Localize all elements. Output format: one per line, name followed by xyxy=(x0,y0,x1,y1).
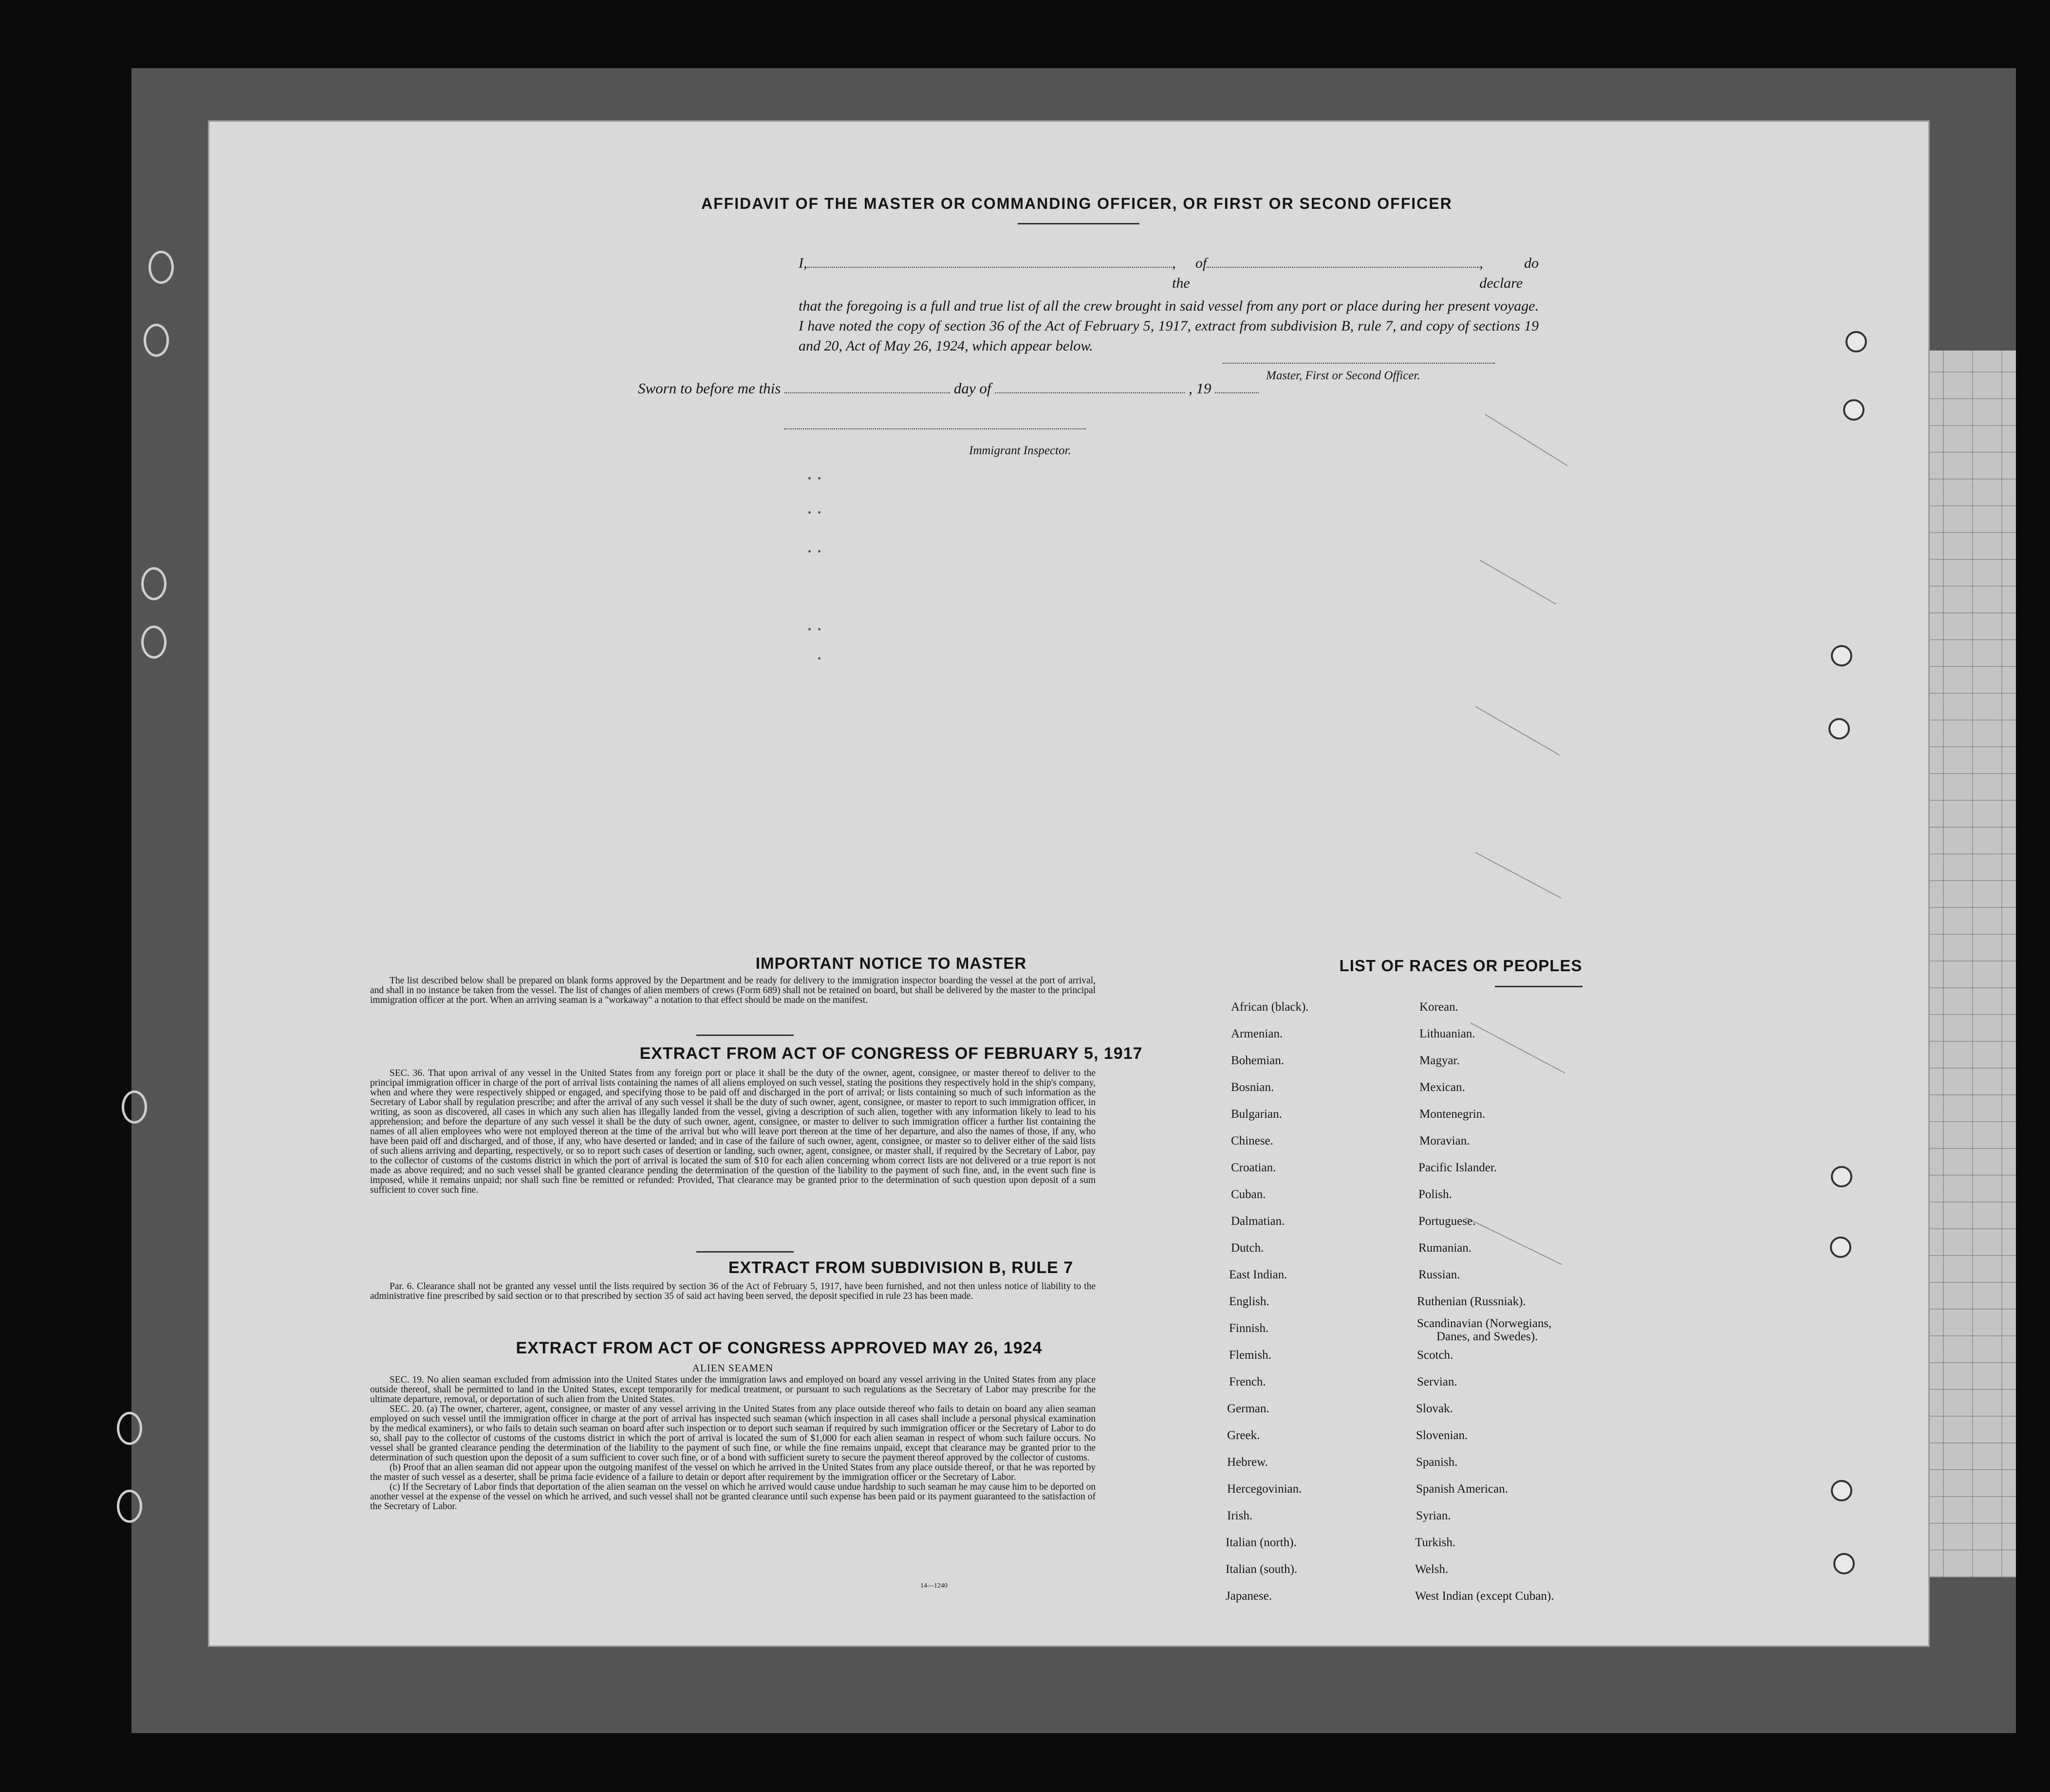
binder-hole xyxy=(149,251,174,284)
race-item: Spanish American. xyxy=(1416,1482,1508,1496)
race-item: Irish. xyxy=(1227,1509,1253,1522)
race-item: Magyar. xyxy=(1419,1054,1460,1067)
declaration-text: that the foregoing is a full and true list of all the crew brought in said vessel from any port or place during her present voyage. I have noted the copy of section 36 of the Act of February 5, 1917, extract from subdivision B, rule 7, and copy of sections 19 and 20, Act of May 26, 1924, which appear below. xyxy=(799,298,1539,354)
race-item: Bosnian. xyxy=(1231,1081,1274,1094)
sworn-label: Sworn to before me this xyxy=(638,380,781,397)
stray-dot xyxy=(818,550,820,553)
race-item: Servian. xyxy=(1417,1375,1457,1388)
race-item: Scotch. xyxy=(1417,1349,1454,1362)
section-36-text xyxy=(370,1069,1096,1195)
race-item: Montenegrin. xyxy=(1419,1108,1486,1121)
race-item: Welsh. xyxy=(1415,1563,1449,1576)
stray-dot xyxy=(818,477,820,480)
race-item: Turkish. xyxy=(1415,1536,1456,1549)
binder-hole xyxy=(117,1490,142,1523)
name-field[interactable] xyxy=(807,267,1173,268)
title-underline xyxy=(1018,223,1139,224)
i-label: I, xyxy=(799,255,807,271)
races-title: LIST OF RACES OR PEOPLES xyxy=(1339,957,1583,975)
race-item: Japanese. xyxy=(1226,1589,1272,1603)
sworn-day-field[interactable] xyxy=(784,392,950,393)
race-item: Finnish. xyxy=(1229,1322,1269,1335)
race-item: Slovenian. xyxy=(1416,1429,1468,1442)
bleed-through-mark xyxy=(1475,852,1562,899)
race-item: Cuban. xyxy=(1231,1188,1266,1201)
race-item: Dutch. xyxy=(1231,1241,1264,1255)
form-number: 14—1240 xyxy=(920,1582,948,1589)
bleed-through-mark xyxy=(1465,1217,1562,1265)
section-36-divider xyxy=(696,1251,794,1253)
stray-dot xyxy=(818,657,820,660)
master-signature-line[interactable] xyxy=(1222,363,1495,364)
extract-1917-title: EXTRACT FROM ACT OF CONGRESS OF FEBRUARY 5, 1917 xyxy=(639,1044,1143,1063)
do-declare-label: , do declare xyxy=(1479,255,1539,291)
race-item: Mexican. xyxy=(1419,1081,1465,1094)
race-item: Bulgarian. xyxy=(1231,1108,1282,1121)
race-item: Italian (south). xyxy=(1226,1563,1298,1576)
sworn-line xyxy=(638,380,1259,397)
bleed-through-mark xyxy=(1480,560,1556,605)
race-item: Korean. xyxy=(1419,1000,1458,1014)
extract-1924-title: EXTRACT FROM ACT OF CONGRESS APPROVED MAY 26, 1924 xyxy=(516,1339,1043,1357)
punch-hole xyxy=(1845,331,1867,352)
section-19-paragraph: SEC. 19. No alien seaman excluded from admission into the United States under the immigration laws and employed on board any vessel arriving in the United States from any place outside thereof, shall be permitted to land in the United States, except temporarily for medical treatment, or pursuant to such regulations as the Secretary of Labor may prescribe for the ultimate departure, removal, or deportation of such alien from the United States. xyxy=(370,1375,1096,1404)
race-item: Ruthenian (Russniak). xyxy=(1417,1295,1526,1308)
stray-dot xyxy=(808,477,811,480)
section-20a-paragraph: SEC. 20. (a) The owner, charterer, agent, consignee, or master of any vessel arriving in the United States from any place outside thereof who fails to detain on board any alien seaman employed on such vessel until the immigration officer in charge at the port of arrival has inspected such seaman (which inspection in all cases shall include a personal physical examination by the medical examiners), or who fails to detain such seaman on board after such inspection or to deport such seaman if required by such immigration officer or the Secretary of Labor to do so, shall pay to the collector of customs of the customs district in which the port of arrival is located the sum of $1,000 for each alien seaman in respect of whom such failure occurs. No vessel shall be granted clearance pending the determination of the liability to the payment of such fine, or while the fine remains unpaid, except that clearance may be granted prior to the determination of such question upon the deposit of a sum sufficient to cover such fine, or of a bond with sufficient surety to secure the payment thereof approved by the collector of customs. xyxy=(370,1404,1096,1463)
punch-hole xyxy=(1831,1166,1852,1187)
race-item: French. xyxy=(1229,1375,1266,1388)
race-item: Slovak. xyxy=(1416,1402,1453,1415)
race-item: Spanish. xyxy=(1416,1456,1458,1469)
race-item: Russian. xyxy=(1418,1268,1460,1281)
race-item: Lithuanian. xyxy=(1419,1027,1475,1040)
notice-title: IMPORTANT NOTICE TO MASTER xyxy=(755,954,1027,972)
punch-hole xyxy=(1828,718,1850,739)
races-underline xyxy=(1495,986,1583,987)
rule7-text: Par. 6. Clearance shall not be granted any vessel until the lists required by section 36 of the Act of February 5, 1917, have been furnished, and not then unless notice of liability to the administrative fine prescribed by said section or to that prescribed by section 35 of said act having been served, the deposit specified in rule 23 has been made. xyxy=(370,1281,1096,1301)
section-36-paragraph: SEC. 36. That upon arrival of any vessel in the United States from any foreign port or place it shall be the duty of the owner, agent, consignee, or master thereof to deliver to the principal immigration officer in charge of the port of arrival lists containing the names of all aliens employed on such vessel, stating the positions they respectively hold in the ship's company, when and where they were respectively shipped or engaged, and specifying those to be paid off and discharged in the port of arrival; or lists containing so much of such information as the Secretary of Labor shall by regulation prescribe; and after the arrival of any such vessel it shall be the duty of such owner, agent, consignee, or master to report to such immigration officer, in writing, as soon as discovered, all cases in which any such alien has illegally landed from the vessel, giving a description of such alien, together with any information likely to lead to his apprehension; and before the departure of any such vessel it shall be the duty of such owner, agent, consignee, or master to deliver to such immigration officer a further list containing the names of all alien employees who were not employed thereon at the time of the arrival but who will leave port thereon at the time of her departure, and also the names of those, if any, who have been paid off and discharged, and of those, if any, who have deserted or landed; and in case of the failure of such owner, agent, consignee, or master so to deliver either of the said lists of such aliens arriving and departing, respectively, or so to report such cases of desertion or landing, such owner, agent, consignee, or master shall, if required by the Secretary of Labor, pay to the collector of customs of the customs district in which the port of arrival is located the sum of $10 for each alien concerning whom correct lists are not delivered or a true report is not made as above required; and no such vessel shall be granted clearance pending the determination of the question of the liability to the payment of such fine, and, in the event such fine is imposed, while it remains unpaid; nor shall such fine be remitted or refunded: Provided, That clearance may be granted prior to the determination of such question upon deposit of a sum sufficient to cover such fine. xyxy=(370,1068,1096,1195)
punch-hole xyxy=(1831,645,1852,666)
binder-hole xyxy=(122,1090,147,1124)
alien-seamen-subtitle: ALIEN SEAMEN xyxy=(692,1362,774,1374)
stray-dot xyxy=(808,628,811,630)
bleed-through-mark xyxy=(1470,1022,1565,1073)
rule7-title: EXTRACT FROM SUBDIVISION B, RULE 7 xyxy=(728,1258,1074,1277)
race-item: Rumanian. xyxy=(1418,1241,1472,1255)
race-item: Flemish. xyxy=(1229,1349,1271,1362)
race-item: Polish. xyxy=(1418,1188,1452,1201)
race-item: Moravian. xyxy=(1419,1134,1470,1147)
race-item: Scandinavian (Norwegians, xyxy=(1417,1317,1552,1330)
race-item: Hebrew. xyxy=(1227,1456,1268,1469)
race-item: Italian (north). xyxy=(1226,1536,1297,1549)
binder-hole xyxy=(117,1412,142,1445)
race-item: East Indian. xyxy=(1229,1268,1287,1281)
punch-hole xyxy=(1831,1480,1852,1501)
binder-hole xyxy=(141,567,167,600)
race-item: Chinese. xyxy=(1231,1134,1273,1147)
affidavit-title: AFFIDAVIT OF THE MASTER OR COMMANDING OFFICER, OR FIRST OR SECOND OFFICER xyxy=(701,195,1453,212)
stray-dot xyxy=(808,511,811,514)
of-the-label: , of the xyxy=(1172,255,1207,291)
notice-text: The list described below shall be prepared on blank forms approved by the Department and be ready for delivery to the immigration inspector boarding the vessel at the port of arrival, and shall in no instance be taken from the vessel. The list of changes of alien members of crews (Form 689) shall not be retained on board, but shall be delivered by the master to the principal immigration officer at the port. When an arriving seaman is a "workaway" a notation to that effect should be made on the manifest. xyxy=(370,976,1096,1005)
section-20c-paragraph: (c) If the Secretary of Labor finds that deportation of the alien seaman on the vessel on which he arrived would cause undue hardship to such seaman he may cause him to be deported on another vessel at the expense of the vessel on which he arrived, and such vessel shall not be granted clearance until such expense has been paid or its payment guaranteed to the satisfaction of the Secretary of Labor. xyxy=(370,1482,1096,1512)
punch-hole xyxy=(1833,1553,1855,1574)
sworn-year-field[interactable] xyxy=(1215,392,1259,393)
race-item: English. xyxy=(1229,1295,1269,1308)
section-20b-paragraph: (b) Proof that an alien seaman did not appear upon the outgoing manifest of the vessel on which he arrived in the United States from any place outside thereof, or that he was reported by the master of such vessel as a deserter, shall be prima facie evidence of a failure to detain or deport after requirement by the immigration officer or the Secretary of Labor. xyxy=(370,1462,1096,1482)
master-signature-label: Master, First or Second Officer. xyxy=(1266,369,1420,382)
inspector-label: Immigrant Inspector. xyxy=(969,444,1071,457)
stray-dot xyxy=(818,628,820,630)
race-item: Greek. xyxy=(1227,1429,1260,1442)
race-item: Dalmatian. xyxy=(1231,1215,1285,1228)
manifest-reverse-page xyxy=(209,122,1928,1645)
declaration-first-line xyxy=(594,253,1539,293)
bleed-through-mark xyxy=(1485,414,1568,466)
race-item: German. xyxy=(1227,1402,1269,1415)
binder-hole xyxy=(141,626,167,659)
declaration-block xyxy=(594,253,1539,356)
race-item: Bohemian. xyxy=(1231,1054,1285,1067)
binder-hole xyxy=(144,324,169,357)
race-item: Portuguese. xyxy=(1418,1215,1476,1228)
race-item: Syrian. xyxy=(1416,1509,1451,1522)
day-of-label: day of xyxy=(953,380,991,397)
inspector-signature-line[interactable] xyxy=(784,428,1086,429)
race-item: African (black). xyxy=(1231,1000,1309,1014)
year-prefix: , 19 xyxy=(1188,380,1211,397)
punch-hole xyxy=(1843,399,1864,421)
race-item: Pacific Islander. xyxy=(1418,1161,1497,1174)
sections-1924-text xyxy=(370,1375,1096,1512)
race-item: Croatian. xyxy=(1231,1161,1276,1174)
race-item: Hercegovinian. xyxy=(1227,1482,1302,1496)
punch-hole xyxy=(1830,1237,1851,1258)
race-item-continuation: Danes, and Swedes). xyxy=(1436,1330,1538,1343)
race-item: West Indian (except Cuban). xyxy=(1415,1589,1554,1603)
stray-dot xyxy=(808,550,811,553)
stray-dot xyxy=(818,511,820,514)
notice-divider xyxy=(696,1035,794,1036)
race-item: Armenian. xyxy=(1231,1027,1283,1040)
sworn-month-field[interactable] xyxy=(995,392,1185,393)
bleed-through-mark xyxy=(1475,706,1560,756)
vessel-field[interactable] xyxy=(1207,267,1479,268)
